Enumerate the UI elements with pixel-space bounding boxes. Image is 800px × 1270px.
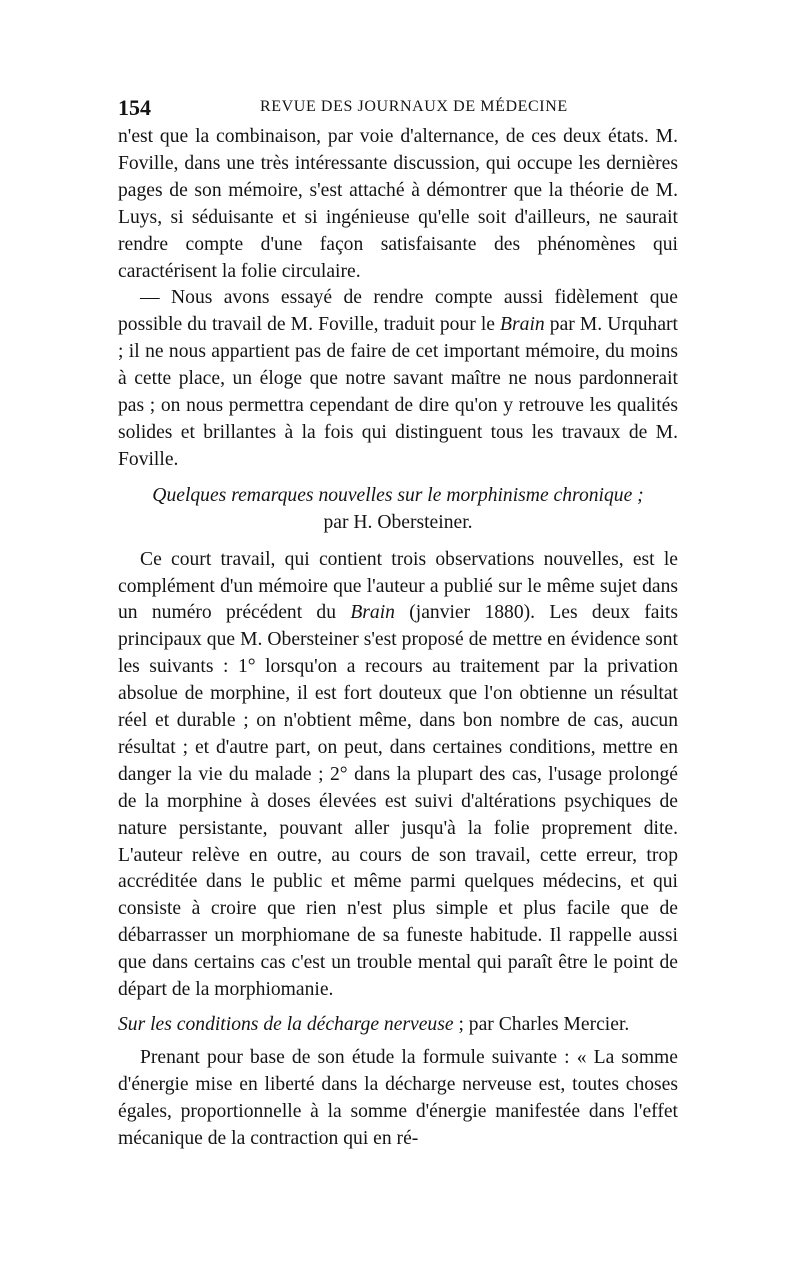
article-title-morphinisme: Quelques remarques nouvelles sur le morphinisme chronique ;: [152, 484, 644, 506]
brain-journal-title: Brain: [500, 314, 545, 336]
paragraph-foville-text-b: par M. Urquhart ; il ne nous appartient pas de faire de cet important mémoire, du moins à cette place, un éloge que notre savant maître ne nous pardonnerait pas ; on nous permettra cependant de dire qu'on y retrouve les qualités solides et brillantes à la fois qui distinguent tous les travaux de M. Foville.: [118, 314, 679, 470]
page-number: 154: [118, 95, 151, 120]
paragraph-foville-summary: [118, 285, 678, 473]
paragraph-mercier: Prenant pour base de son étude la formule suivante : « La somme d'énergie mise en liberté dans la décharge nerveuse est, toutes choses égales, proportionnelle à la somme d'énergie manifestée dans l'effet mécanique de la contraction qui en ré-: [118, 1046, 678, 1149]
page-header: [118, 95, 678, 125]
running-title: REVUE DES JOURNAUX DE MÉDECINE: [260, 98, 568, 115]
brain-journal-title-2: Brain: [350, 602, 395, 624]
paragraph-obersteiner: [118, 547, 678, 1004]
article-heading-mercier: [118, 1012, 678, 1039]
paragraph-luys-discussion: n'est que la combinaison, par voie d'alternance, de ces deux états. M. Foville, dans une très intéressante discussion, qui occupe les dernières pages de son mémoire, s'est attaché à démontrer que la théorie de M. Luys, si séduisante et si ingénieuse qu'elle soit d'ailleurs, ne saurait rendre compte d'une façon satisfaisante des phénomènes qui caractérisent la folie circulaire.: [118, 126, 678, 282]
body-text: [118, 124, 678, 1153]
article-author-obersteiner: par H. Obersteiner.: [323, 511, 473, 533]
paragraph-obersteiner-text-a: Ce court travail, qui contient trois observations nouvelles, est le complément d'un mémoire que l'auteur a publié sur le même sujet dans un numéro précédent du: [118, 548, 678, 624]
paragraph-obersteiner-text-b: (janvier 1880). Les deux faits principaux que M. Obersteiner s'est proposé de mettre en évidence sont les suivants : 1° lorsqu'on a recours au traitement par la privation absolue de morphine, il est fort douteux que l'on obtienne un résultat réel et durable ; on n'obtient même, dans bon nombre de cas, aucun résultat ; et d'autre part, on peut, dans certaines conditions, mettre en danger la vie du malade ; 2° dans la plupart des cas, l'usage prolongé de la morphine à doses élevées est suivi d'altérations psychiques de nature persistante, pouvant aller jusqu'à la folie proprement dite. L'auteur relève en outre, au cours de son travail, cette erreur, trop accréditée dans le public et même parmi quelques médecins, et qui consiste à croire que rien n'est plus simple et plus facile que de débarrasser un morphiomane de sa funeste habitude. Il rappelle aussi que dans certains cas c'est un trouble mental qui paraît être le point de départ de la morphiomanie.: [118, 602, 679, 1001]
article-title-decharge: Sur les conditions de la décharge nerveuse: [118, 1014, 454, 1035]
paragraph-foville-text-a: — Nous avons essayé de rendre compte aussi fidèlement que possible du travail de M. Foville, traduit pour le: [118, 287, 678, 336]
article-author-mercier: ; par Charles Mercier.: [453, 1014, 630, 1035]
